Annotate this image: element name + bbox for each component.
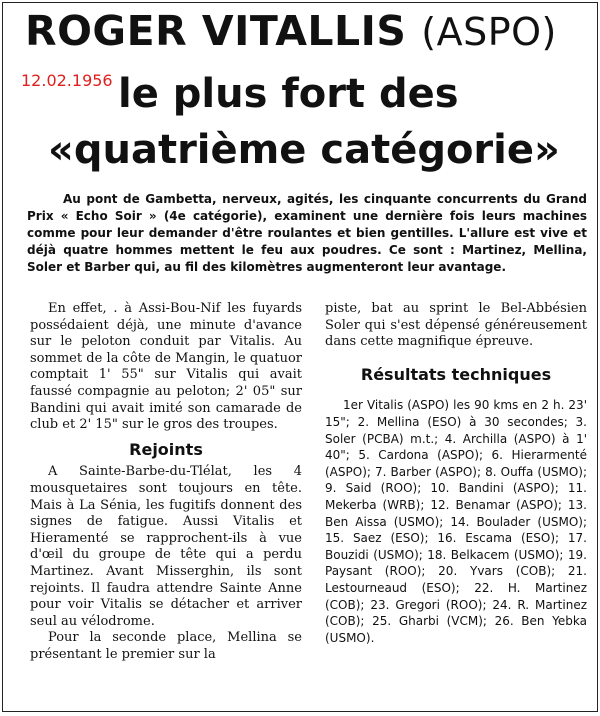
lead-paragraph: Au pont de Gambetta, nerveux, agités, les cinquante concurrents du Grand Prix « Echo Soir » (4e catégorie), examinent une dernière fois leurs machines comme pour leur demander d'être roulantes et bien gentilles. L'allure est vive et déjà quatre hommes mettent le feu aux poudres. Ce sont : Martinez, Mellina, Soler et Barber qui, au fil des kilomètres augmenteront leur avantage. bbox=[27, 192, 587, 274]
clipping-date: 12.02.1956 bbox=[21, 71, 113, 90]
section-heading: Rejoints bbox=[129, 439, 203, 459]
headline-line-3: «quatrième catégorie» bbox=[48, 127, 560, 173]
results-heading: Résultats techniques bbox=[360, 364, 552, 384]
right-column bbox=[325, 301, 587, 646]
headline-line-1 bbox=[25, 7, 557, 55]
rider-name: ROGER VITALLIS bbox=[25, 7, 407, 55]
article-paragraph: En effet, . à Assi-Bou-Nif les fuyards possédaient déjà, une minute d'avance sur le peloton conduit par Vitalis. Au sommet de la côte de Mangin, le quatuor comptait 1' 55" sur Vitalis qui avait faussé compagnie au peloton; 2' 05" sur Bandini qui avait imité son camarade de club et 2' 15" sur le gros des troupes. bbox=[30, 301, 302, 433]
left-column bbox=[30, 301, 302, 663]
article-continuation: piste, bat au sprint le Bel-Abbésien Soler qui s'est dépensé généreusement dans cette magnifique épreuve. bbox=[325, 301, 587, 350]
headline-line-2: le plus fort des bbox=[118, 71, 459, 117]
article-paragraph: A Sainte-Barbe-du-Tlélat, les 4 mousquetaires sont toujours en tête. Mais à La Sénia, les fugitifs donnent des signes de fatigue. Aussi Vitalis et Hieramenté se rapprochent-ils à vue d'œil du groupe de tête qui a perdu Martinez. Avant Misserghin, ils sont rejoints. Il faudra attendre Sainte Anne pour voir Vitalis se détacher et arriver seul au vélodrome. bbox=[30, 464, 302, 629]
article-paragraph: Pour la seconde place, Mellina se présentant le premier sur la bbox=[30, 630, 302, 662]
results-list: 1er Vitalis (ASPO) les 90 kms en 2 h. 23' 15"; 2. Mellina (ESO) à 30 secondes; 3. Soler (PCBA) m.t.; 4. Archilla (ASPO) à 1' 40"; 5. Cardona (ASPO); 6. Hierarmenté (ASPO); 7. Barber (ASPO); 8. Ouffa (USMO); 9. Said (ROO); 10. Bandini (ASPO); 11. Mekerba (WRB); 12. Benamar (ASPO); 13. Ben Aissa (USMO); 14. Boulader (USMO); 15. Saez (ESO); 16. Escama (ESO); 17. Bouzidi (USMO); 18. Belkacem (USMO); 19. Paysant (ROO); 20. Yvars (COB); 21. Lestourneaud (ESO); 22. H. Martinez (COB); 23. Gregori (ROO); 24. R. Martinez (COB); 25. Gharbi (VCM); 26. Ben Yebka (USMO). bbox=[325, 398, 587, 645]
rider-club: (ASPO) bbox=[421, 10, 557, 54]
newspaper-clipping bbox=[2, 2, 598, 712]
